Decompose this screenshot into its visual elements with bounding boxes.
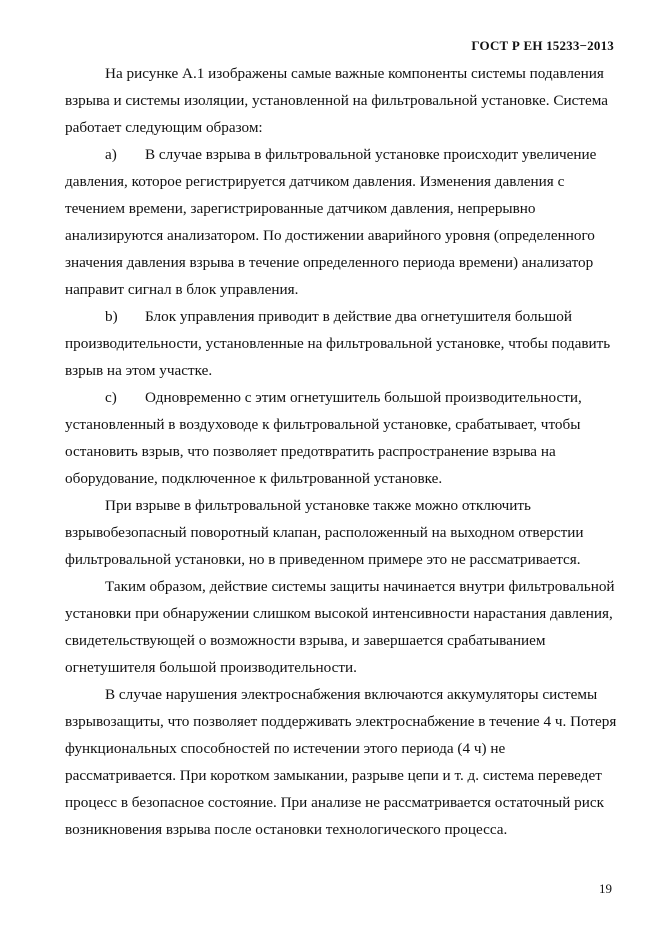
paragraph-text: В случае нарушения электроснабжения включаются аккумуляторы системы взрывозащиты, что позволяет поддерживать электроснабжение в течение 4 ч. Потеря функциональных способностей по истечении этого периода (4 ч) не рассматривается. При коротком замыкании, разрыве цепи и т. д. система переведет процесс в безопасное состояние. При анализе не рассматривается остаточный риск возникновения взрыва после остановки технологического процесса. <box>65 686 617 838</box>
list-item-text: В случае взрыва в фильтровальной установке происходит увеличение давления, которое регистрируется датчиком давления. Изменения давления с течением времени, зарегистрированные датчиком давления, непрерывно анализируются анализатором. По достижении аварийного уровня (определенного значения давления взрыва в течение определенного периода времени) анализатор направит сигнал в блок управления. <box>65 146 597 298</box>
list-marker-b: b) <box>105 308 118 325</box>
list-item-text: Блок управления приводит в действие два огнетушителя большой производительности, установленные на фильтровальной установке, чтобы подавить взрыв на этом участке. <box>65 308 611 379</box>
paragraph-text: Таким образом, действие системы защиты начинается внутри фильтровальной установки при обнаружении слишком высокой интенсивности нарастания давления, свидетельствующей о возможности взрыва, и завершается срабатыванием огнетушителя большой производительности. <box>65 578 615 676</box>
list-item-a <box>65 141 617 303</box>
list-item-b <box>65 303 617 384</box>
list-item-c <box>65 384 617 492</box>
paragraph-text: На рисунке А.1 изображены самые важные компоненты системы подавления взрыва и системы изоляции, установленной на фильтровальной установке. Система работает следующим образом: <box>65 65 608 136</box>
page-number: 19 <box>599 881 612 896</box>
list-marker-a: а) <box>105 146 117 163</box>
list-marker-c: с) <box>105 389 117 406</box>
body-text <box>65 60 617 843</box>
paragraph-summary <box>65 573 617 681</box>
paragraph-intro <box>65 60 617 141</box>
paragraph-valve <box>65 492 617 573</box>
paragraph-power-failure <box>65 681 617 843</box>
list-item-text: Одновременно с этим огнетушитель большой производительности, установленный в воздуховоде к фильтровальной установке, срабатывает, чтобы остановить взрыв, что позволяет предотвратить распространение взрыва на оборудование, подключенное к фильтрованной установке. <box>65 389 582 487</box>
paragraph-text: При взрыве в фильтровальной установке также можно отключить взрывобезопасный поворотный клапан, расположенный на выходном отверстии фильтровальной установки, но в приведенном примере это не рассматривается. <box>65 497 584 568</box>
standard-code-header: ГОСТ Р ЕН 15233−2013 <box>471 38 614 53</box>
